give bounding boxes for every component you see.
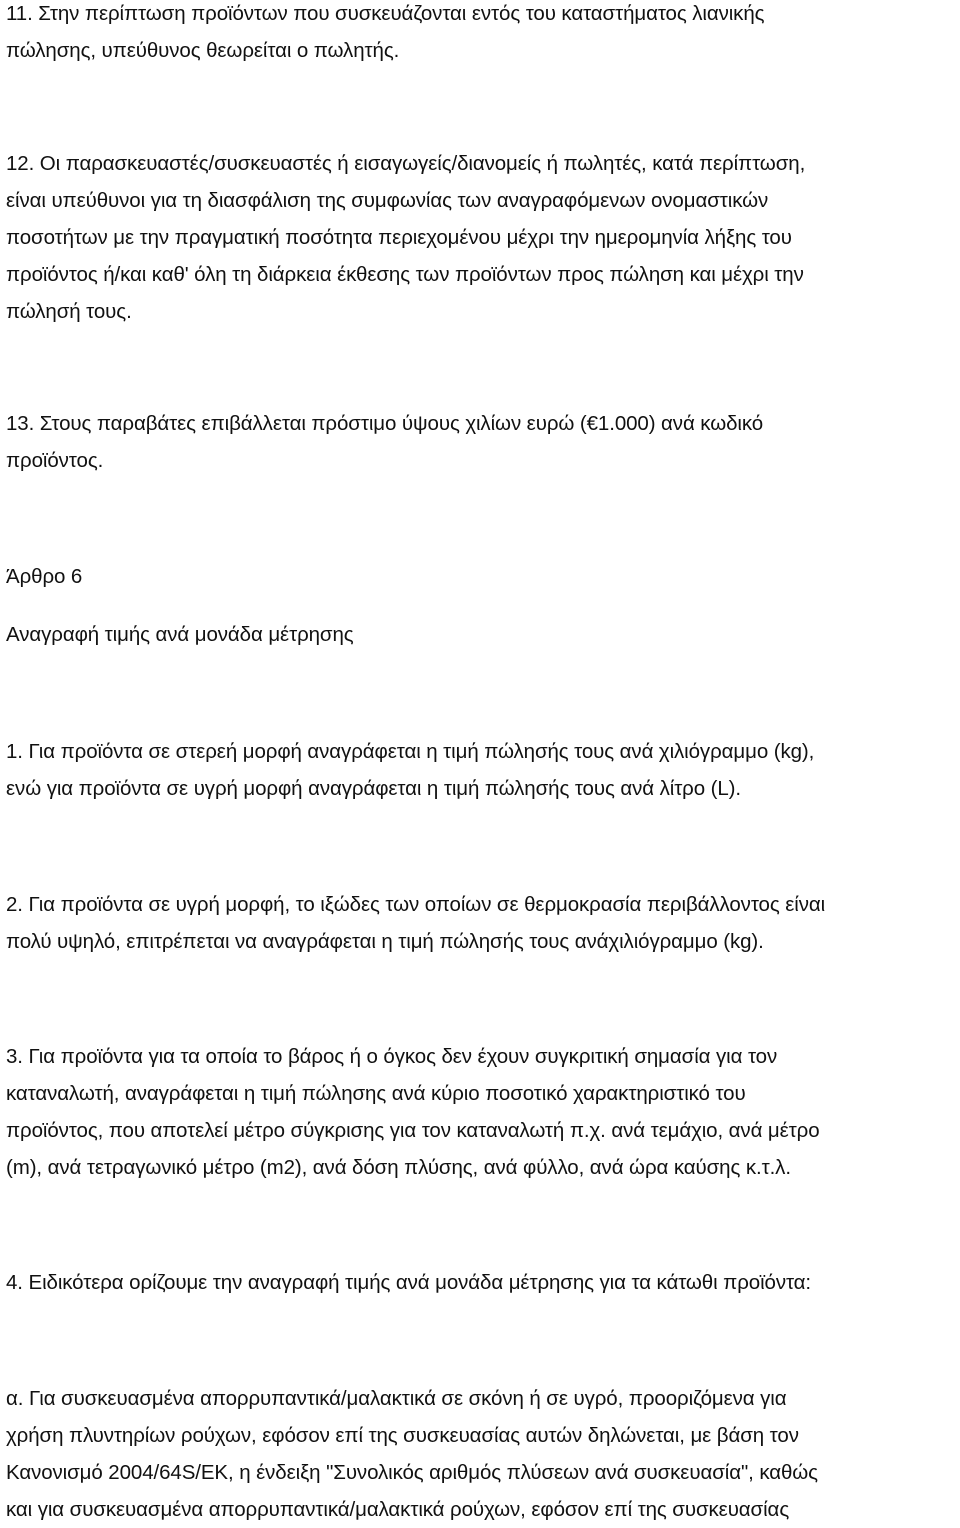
text-line: και για συσκευασμένα απορρυπαντικά/μαλακτικά ρούχων, εφόσον επί της συσκευασίας	[6, 1498, 790, 1521]
text-line: προϊόντος ή/και καθ' όλη τη διάρκεια έκθεσης των προϊόντων προς πώληση και μέχρι την	[6, 263, 804, 286]
text-line: 2. Για προϊόντα σε υγρή μορφή, το ιξώδες των οποίων σε θερμοκρασία περιβάλλοντος είναι	[6, 893, 826, 916]
text-line: 4. Ειδικότερα ορίζουμε την αναγραφή τιμής ανά μονάδα μέτρησης για τα κάτωθι προϊόντα:	[6, 1271, 812, 1294]
text-line: 1. Για προϊόντα σε στερεή μορφή αναγράφεται η τιμή πώλησής τους ανά χιλιόγραμμο (kg),	[6, 740, 815, 763]
article-subtitle	[6, 616, 956, 653]
article-item-4a	[6, 1380, 956, 1528]
paragraph-12	[6, 145, 956, 330]
text-line: ποσοτήτων με την πραγματική ποσότητα περιεχομένου μέχρι την ημερομηνία λήξης του	[6, 226, 792, 249]
article-item-1	[6, 733, 956, 807]
text-line: πώλησης, υπεύθυνος θεωρείται ο πωλητής.	[6, 39, 400, 62]
article-item-2	[6, 886, 956, 960]
text-line: χρήση πλυντηρίων ρούχων, εφόσον επί της συσκευασίας αυτών δηλώνεται, με βάση τον	[6, 1424, 799, 1447]
text-line: είναι υπεύθυνοι για τη διασφάλιση της συμφωνίας των αναγραφόμενων ονομαστικών	[6, 189, 769, 212]
text-line: προϊόντος, που αποτελεί μέτρο σύγκρισης για τον καταναλωτή π.χ. ανά τεμάχιο, ανά μέτρο	[6, 1119, 820, 1142]
paragraph-13	[6, 405, 956, 479]
article-title	[6, 558, 956, 595]
text-line: (m), ανά τετραγωνικό μέτρο (m2), ανά δόση πλύσης, ανά φύλλο, ανά ώρα καύσης κ.τ.λ.	[6, 1156, 791, 1179]
paragraph-11	[6, 0, 956, 69]
text-line: πολύ υψηλό, επιτρέπεται να αναγράφεται η τιμή πώλησής τους ανάχιλιόγραμμο (kg).	[6, 930, 764, 953]
text-line: 3. Για προϊόντα για τα οποία το βάρος ή ο όγκος δεν έχουν συγκριτική σημασία για τον	[6, 1045, 778, 1068]
text-line: Κανονισμό 2004/64S/EK, η ένδειξη "Συνολικός αριθμός πλύσεων ανά συσκευασία", καθώς	[6, 1461, 818, 1484]
text-line: προϊόντος.	[6, 449, 104, 472]
text-line: καταναλωτή, αναγράφεται η τιμή πώλησης ανά κύριο ποσοτικό χαρακτηριστικό του	[6, 1082, 746, 1105]
text-line: ενώ για προϊόντα σε υγρή μορφή αναγράφεται η τιμή πώλησής τους ανά λίτρο (L).	[6, 777, 741, 800]
text-line: πώλησή τους.	[6, 300, 132, 323]
text-line: 11. Στην περίπτωση προϊόντων που συσκευάζονται εντός του καταστήματος λιανικής	[6, 2, 765, 25]
article-item-4	[6, 1264, 956, 1301]
text-line: 12. Οι παρασκευαστές/συσκευαστές ή εισαγωγείς/διανομείς ή πωλητές, κατά περίπτωση,	[6, 152, 806, 175]
text-line: Άρθρο 6	[6, 565, 83, 588]
text-line: α. Για συσκευασμένα απορρυπαντικά/μαλακτικά σε σκόνη ή σε υγρό, προοριζόμενα για	[6, 1387, 787, 1410]
text-line: Αναγραφή τιμής ανά μονάδα μέτρησης	[6, 623, 354, 646]
text-line: 13. Στους παραβάτες επιβάλλεται πρόστιμο ύψους χιλίων ευρώ (€1.000) ανά κωδικό	[6, 412, 764, 435]
article-item-3	[6, 1038, 956, 1186]
